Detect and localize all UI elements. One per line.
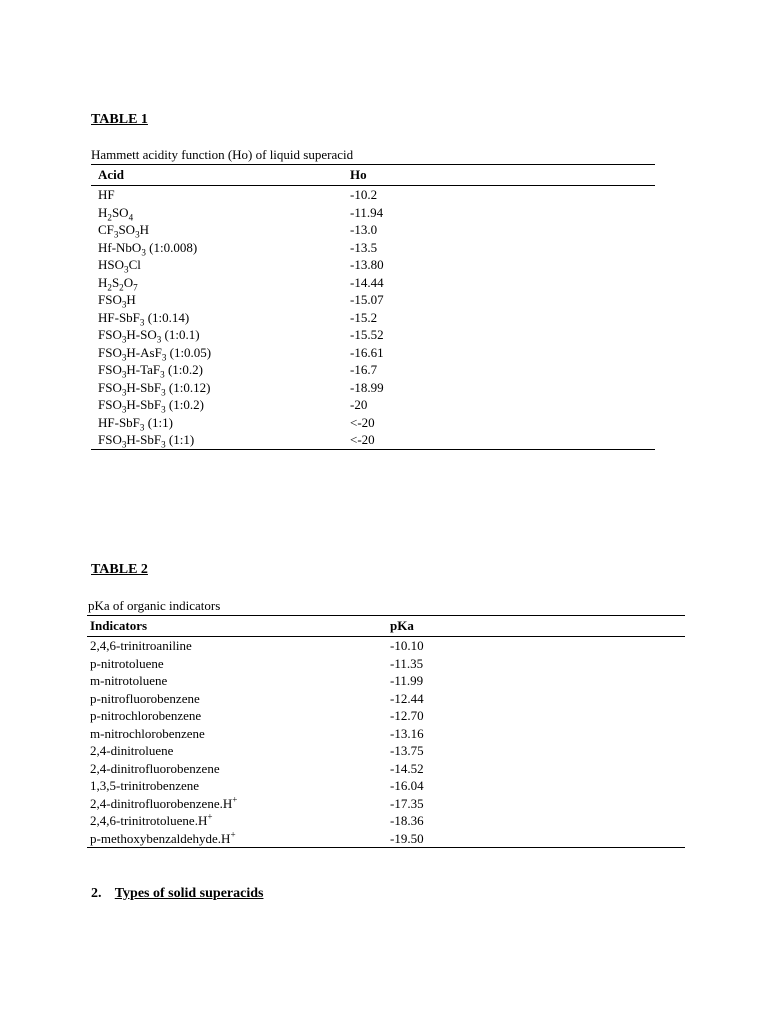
table1-row [91, 344, 655, 362]
pka-value-cell: -19.50 [390, 830, 424, 846]
table1-row [91, 326, 655, 344]
table2-row [87, 812, 685, 830]
table2-caption: pKa of organic indicators [88, 598, 221, 613]
pka-value-cell: -10.10 [390, 638, 424, 653]
table1-row [91, 204, 655, 222]
ho-value-cell: <-20 [350, 432, 375, 447]
table2-row [87, 725, 685, 743]
table2-heading: TABLE 2 [91, 562, 148, 577]
ho-value-cell: -10.2 [350, 187, 378, 202]
table1-col-ho: Ho [350, 167, 367, 182]
acid-cell: $HSO_3Cl$ [98, 257, 141, 275]
table1-row [91, 379, 655, 397]
table1-row [91, 239, 655, 257]
indicator-cell: 2,4-dinitroluene [90, 743, 174, 758]
table2-row [87, 690, 685, 708]
indicator-cell: m-nitrotoluene [90, 673, 168, 688]
pka-value-cell: -12.70 [390, 708, 424, 723]
table2-col-indicators: Indicators [90, 618, 148, 633]
indicator-cell: 2,4,6-trinitrotoluene.H+ [90, 811, 213, 828]
table2-row [87, 777, 685, 795]
ho-value-cell: -16.61 [350, 344, 384, 360]
table1-col-acid: Acid [98, 167, 124, 182]
pka-value-cell: -13.75 [390, 743, 424, 758]
table2-col-pka: pKa [390, 618, 414, 633]
pka-value-cell: -11.35 [390, 655, 424, 671]
section-title: Types of solid superacids [114, 886, 264, 901]
ho-value-cell: -18.99 [350, 379, 384, 395]
indicator-cell: p-nitrochlorobenzene [90, 708, 202, 723]
indicator-cell: 2,4-dinitrofluorobenzene [90, 760, 220, 776]
ho-value-cell: -15.07 [350, 292, 384, 307]
table2-row [87, 672, 685, 690]
ho-value-cell: -14.44 [350, 274, 384, 290]
indicator-cell: p-nitrotoluene [90, 655, 164, 671]
table1-row [91, 274, 655, 292]
table2-header-row [87, 616, 685, 637]
acid-cell: HF [98, 187, 115, 202]
acid-cell: $FSO_3H-SbF_3$ (1:0.2) [98, 397, 204, 415]
pka-value-cell: -13.16 [390, 725, 424, 741]
acid-cell: $CF_3SO_3H$ [98, 222, 150, 240]
table2 [87, 615, 685, 848]
pka-value-cell: -12.44 [390, 690, 424, 706]
table1-row [91, 361, 655, 379]
indicator-cell: 2,4-dinitrofluorobenzene.H+ [90, 794, 238, 811]
table1-row [91, 309, 655, 327]
indicator-cell: m-nitrochlorobenzene [90, 725, 205, 741]
table1-row [91, 414, 655, 432]
indicator-cell: p-methoxybenzaldehyde.H+ [90, 829, 236, 846]
table1-row [91, 186, 655, 204]
acid-cell: HF-SbF$_3$ (1:0.14) [98, 309, 190, 328]
pka-value-cell: -11.99 [390, 673, 424, 688]
indicator-cell: 1,3,5-trinitrobenzene [90, 778, 200, 793]
acid-cell: $FSO_3H-SbF_3$ (1:1) [98, 432, 195, 450]
table2-row [87, 760, 685, 778]
table2-row [87, 707, 685, 725]
ho-value-cell: -13.0 [350, 222, 378, 237]
table2-row [87, 795, 685, 813]
acid-cell: $H_2SO_4$ [98, 204, 134, 223]
acid-cell: $H_2S_2O_7$ [98, 274, 138, 293]
ho-value-cell: -13.80 [350, 257, 384, 272]
ho-value-cell: -13.5 [350, 239, 378, 255]
acid-cell: $FSO_3H-AsF_3$ (1:0.05) [98, 344, 212, 363]
pka-value-cell: -16.04 [390, 778, 424, 793]
table1-caption: Hammett acidity function (Ho) of liquid superacid [91, 147, 354, 162]
table1-row [91, 431, 655, 449]
ho-value-cell: <-20 [350, 414, 375, 430]
ho-value-cell: -20 [350, 397, 368, 412]
table2-row [87, 655, 685, 673]
table1 [91, 164, 655, 450]
section-heading [91, 886, 263, 902]
ho-value-cell: -16.7 [350, 362, 378, 377]
ho-value-cell: -15.2 [350, 309, 378, 325]
pka-value-cell: -18.36 [390, 813, 424, 828]
acid-cell: $FSO_3H-SbF_3$ (1:0.12) [98, 379, 211, 398]
acid-cell: $FSO_3H-SO_3$ (1:0.1) [98, 327, 200, 345]
pka-value-cell: -14.52 [390, 760, 424, 776]
table2-row [87, 742, 685, 760]
pka-value-cell: -17.35 [390, 795, 424, 811]
section-number: 2. [91, 886, 102, 901]
ho-value-cell: -11.94 [350, 204, 384, 220]
table1-row [91, 291, 655, 309]
acid-cell: $FSO_3H$ [98, 292, 136, 310]
ho-value-cell: -15.52 [350, 327, 384, 342]
indicator-cell: p-nitrofluorobenzene [90, 690, 200, 706]
table1-heading: TABLE 1 [91, 112, 148, 127]
acid-cell: $FSO_3H-TaF_3$ (1:0.2) [98, 362, 203, 380]
table1-row [91, 221, 655, 239]
table2-body [87, 637, 685, 848]
indicator-cell: 2,4,6-trinitroaniline [90, 638, 192, 653]
table1-row [91, 256, 655, 274]
table1-header-row [91, 165, 655, 186]
table1-body [91, 186, 655, 450]
table2-row [87, 637, 685, 655]
table1-row [91, 396, 655, 414]
table2-row [87, 830, 685, 848]
acid-cell: HF-SbF$_3$ (1:1) [98, 414, 173, 433]
acid-cell: Hf-NbO$_3$ (1:0.008) [98, 239, 198, 258]
